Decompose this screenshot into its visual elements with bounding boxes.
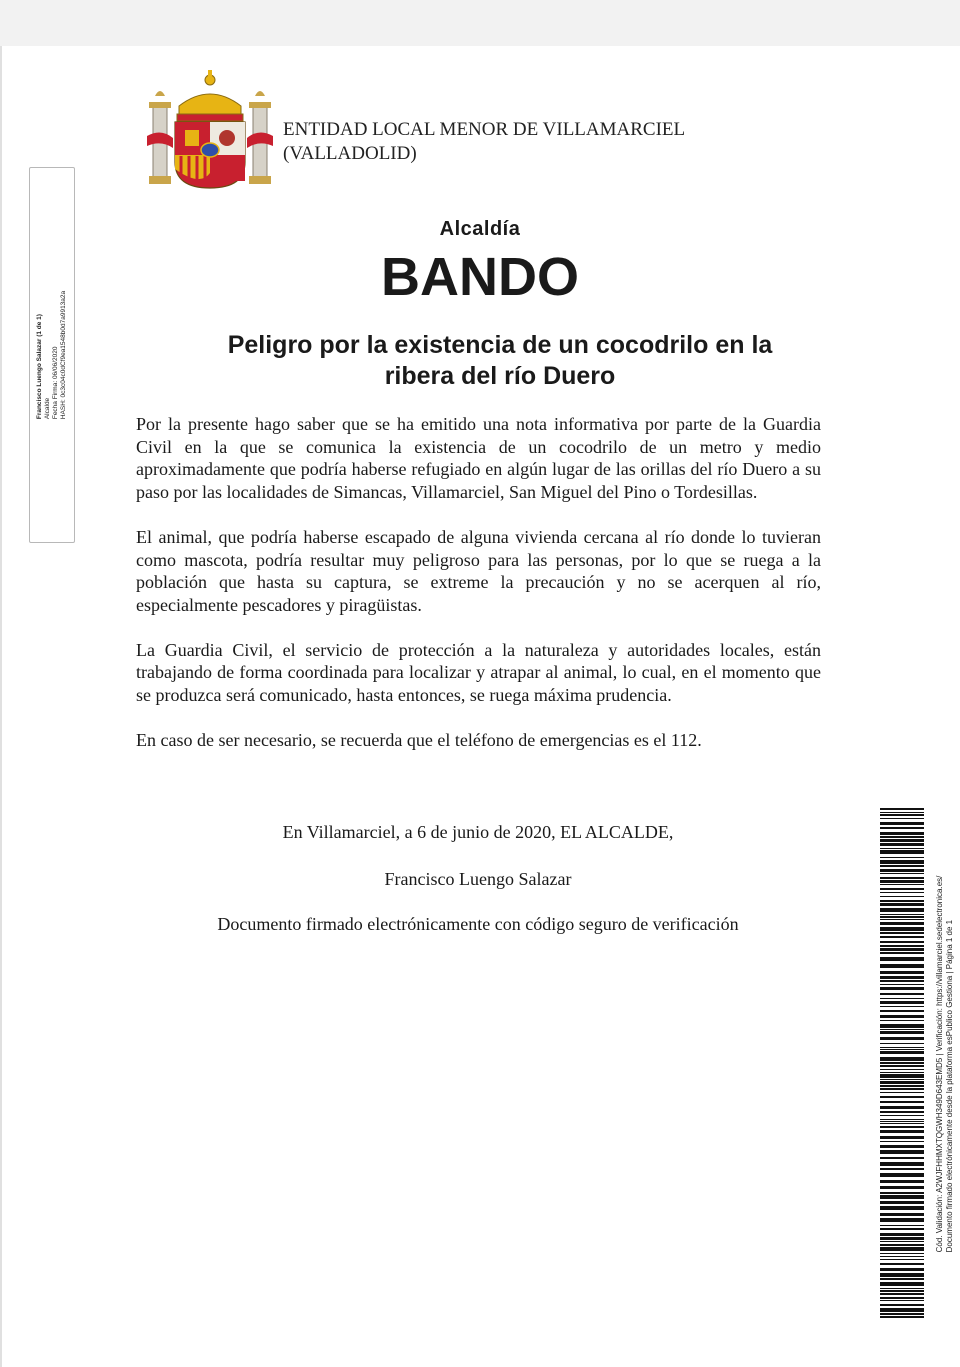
barcode-bar	[880, 850, 924, 854]
barcode-bar	[880, 900, 924, 902]
barcode-bar	[880, 941, 924, 943]
barcode-icon	[880, 808, 924, 1318]
barcode-bar	[880, 914, 924, 915]
barcode-bar	[880, 1293, 924, 1295]
body-text	[136, 413, 821, 773]
barcode-bar	[880, 1092, 924, 1093]
barcode-bar	[880, 865, 924, 867]
barcode-bar	[880, 1069, 924, 1070]
barcode-bar	[880, 1079, 924, 1080]
subtitle-line-1: Peligro por la existencia de un cocodrilo en la	[227, 331, 773, 359]
barcode-bar	[880, 1168, 924, 1170]
paragraph: El animal, que podría haberse escapado de alguna vivienda cercana al río donde lo tuvieran como mascota, podría resultar muy peligroso para las personas, por lo que se ruega a la población que hasta su captura, se extreme la precaución y no se acerquen al río, especialmente pescadores y piragüistas.	[136, 526, 821, 615]
barcode-bar	[880, 1081, 924, 1084]
electronic-signature-note: Documento firmado electrónicamente con código seguro de verificación	[217, 914, 739, 934]
barcode-bar	[880, 1015, 924, 1018]
barcode-bar	[880, 1043, 924, 1044]
barcode-bar	[880, 1111, 924, 1113]
barcode-bar	[880, 1225, 924, 1226]
barcode-bar	[880, 839, 924, 842]
barcode-bar	[880, 822, 924, 825]
barcode-bar	[880, 1049, 924, 1050]
entity-province: (VALLADOLID)	[283, 143, 417, 164]
barcode-bar	[880, 1304, 924, 1306]
barcode-bar	[880, 873, 924, 874]
barcode-bar	[880, 908, 924, 912]
barcode-bar	[880, 980, 924, 982]
barcode-bar	[880, 860, 924, 864]
barcode-bar	[880, 1282, 924, 1286]
barcode-bar	[880, 1244, 924, 1246]
barcode-bar	[880, 1297, 924, 1299]
barcode-bar	[880, 827, 924, 829]
barcode-bar	[880, 1237, 924, 1240]
barcode-bar	[880, 948, 924, 951]
barcode-bar	[880, 1278, 924, 1280]
barcode-bar	[880, 1106, 924, 1109]
barcode-bar	[880, 903, 924, 906]
barcode-bar	[880, 1268, 924, 1271]
barcode-bar	[880, 1157, 924, 1159]
stamp-hash: HASH: 0c3c04c0dCf9ea1548b0d7a9913a2a	[60, 290, 67, 420]
barcode-bar	[880, 1288, 924, 1289]
barcode-bar	[880, 1228, 924, 1230]
barcode-bar	[880, 1085, 924, 1087]
place-and-date: En Villamarciel, a 6 de junio de 2020, EL ALCALDE,	[282, 822, 674, 842]
barcode-bar	[880, 896, 924, 897]
barcode-bar	[880, 1290, 924, 1292]
document-subtitle	[150, 330, 850, 392]
barcode-bar	[880, 964, 924, 968]
barcode-bar	[880, 984, 924, 985]
barcode-bar	[880, 971, 924, 974]
issuing-entity	[283, 118, 685, 166]
barcode-bar	[880, 1213, 924, 1216]
barcode-bar	[880, 877, 924, 879]
barcode-bar	[880, 1313, 924, 1315]
barcode-bar	[880, 812, 924, 813]
barcode-bar	[880, 1141, 924, 1142]
barcode-bar	[880, 945, 924, 947]
barcode-bar	[880, 927, 924, 931]
barcode-bar	[880, 1123, 924, 1124]
barcode-bar	[880, 832, 924, 835]
document-title: BANDO	[381, 247, 579, 307]
barcode-bar	[880, 1259, 924, 1260]
barcode-bar	[880, 1119, 924, 1120]
barcode-bar	[880, 1253, 924, 1254]
barcode-bar	[880, 1101, 924, 1103]
top-bar	[0, 0, 960, 46]
paragraph: En caso de ser necesario, se recuerda que el teléfono de emergencias es el 112.	[136, 729, 702, 750]
subtitle-line-2: ribera del río Duero	[384, 362, 616, 390]
barcode-bar	[880, 1247, 924, 1251]
barcode-bar	[880, 1047, 924, 1048]
barcode-bar	[880, 1201, 924, 1204]
barcode-bar	[880, 836, 924, 838]
barcode-bar	[880, 1072, 924, 1073]
coat-of-arms-icon	[145, 66, 275, 190]
barcode-bar	[880, 808, 924, 810]
barcode-bar	[880, 957, 924, 961]
barcode-bar	[880, 1126, 924, 1128]
barcode-bar	[880, 1037, 924, 1040]
stamp-date: Fecha Firma: 06/06/2020	[52, 346, 59, 420]
barcode-bar	[880, 936, 924, 938]
barcode-bar	[880, 1256, 924, 1257]
barcode-bar	[880, 1065, 924, 1067]
barcode-bar	[880, 1145, 924, 1148]
barcode-bar	[880, 1020, 924, 1021]
verification-platform: Documento firmado electrónicamente desde la plataforma esPublico Gestiona | Página 1 de 1	[945, 919, 954, 1253]
stamp-signer: Francisco Luengo Salazar (1 de 1)	[36, 314, 43, 420]
barcode-bar	[880, 843, 924, 846]
barcode-bar	[880, 1218, 924, 1222]
barcode-bar	[880, 1136, 924, 1139]
barcode-bar	[880, 1051, 924, 1054]
stamp-role: Alcalde	[44, 397, 51, 420]
entity-name: ENTIDAD LOCAL MENOR DE VILLAMARCIEL	[283, 119, 686, 140]
barcode-bar	[880, 1241, 924, 1242]
barcode-bar	[880, 892, 924, 893]
barcode-bar	[880, 1031, 924, 1034]
barcode-bar	[880, 848, 924, 849]
barcode-bar	[880, 857, 924, 858]
barcode-bar	[880, 1096, 924, 1098]
barcode-bar	[880, 880, 924, 883]
barcode-bar	[880, 1300, 924, 1301]
barcode-bar	[880, 1162, 924, 1166]
barcode-bar	[880, 1062, 924, 1064]
barcode-bar	[880, 976, 924, 979]
barcode-bar	[880, 1029, 924, 1030]
barcode-bar	[880, 1186, 924, 1189]
barcode-bar	[880, 1192, 924, 1194]
barcode-bar	[880, 1010, 924, 1012]
barcode-bar	[880, 888, 924, 890]
barcode-bar	[880, 1173, 924, 1177]
barcode-bar	[880, 814, 924, 816]
barcode-bar	[880, 1316, 924, 1318]
paragraph: Por la presente hago saber que se ha emitido una nota informativa por parte de la Guardia Civil en la que se comunica la existencia de un cocodrilo de un metro y medio aproximadamente que podría haberse refugiado en algún lugar de las orillas del río Duero a su paso por las localidades de Simancas, Villamarciel, San Miguel del Pino o Tordesillas.	[136, 414, 821, 503]
barcode-bar	[880, 919, 924, 920]
barcode-bar	[880, 869, 924, 872]
barcode-bar	[880, 1130, 924, 1133]
barcode-bar	[880, 1001, 924, 1004]
barcode-bar	[880, 818, 924, 819]
office-label: Alcaldía	[439, 218, 521, 240]
barcode-bar	[880, 1074, 924, 1078]
barcode-bar	[880, 1263, 924, 1265]
barcode-bar	[880, 998, 924, 999]
barcode-bar	[880, 1233, 924, 1236]
barcode-bar	[880, 952, 924, 954]
barcode-bar	[880, 1273, 924, 1277]
barcode-bar	[880, 1206, 924, 1210]
barcode-bar	[880, 1121, 924, 1122]
verification-code: Cód. Validación: A2WJFHHMXTQGWH349D643EMD5 | Verificación: https://villamarciel.sedelectronica.es/	[935, 875, 944, 1253]
barcode-bar	[880, 932, 924, 934]
stamp-text	[36, 291, 68, 419]
barcode-bar	[880, 1088, 924, 1090]
barcode-bar	[880, 1057, 924, 1061]
barcode-bar	[880, 987, 924, 990]
barcode-bar	[880, 1308, 924, 1312]
signer-name: Francisco Luengo Salazar	[384, 869, 572, 889]
barcode-bar	[880, 1195, 924, 1199]
barcode-bar	[880, 1006, 924, 1007]
barcode-bar	[880, 1180, 924, 1183]
barcode-bar	[880, 1150, 924, 1154]
barcode-bar	[880, 916, 924, 918]
barcode-bar	[880, 993, 924, 995]
verification-text	[935, 876, 955, 1253]
barcode-bar	[880, 884, 924, 885]
barcode-bar	[880, 1024, 924, 1028]
barcode-bar	[880, 1115, 924, 1116]
barcode-bar	[880, 922, 924, 925]
paragraph: La Guardia Civil, el servicio de protección a la naturaleza y autoridades locales, están trabajando de forma coordinada para localizar y atrapar al animal, lo cual, en el momento que se produzca será comunicado, hasta entonces, se ruega máxima prudencia.	[136, 639, 821, 706]
